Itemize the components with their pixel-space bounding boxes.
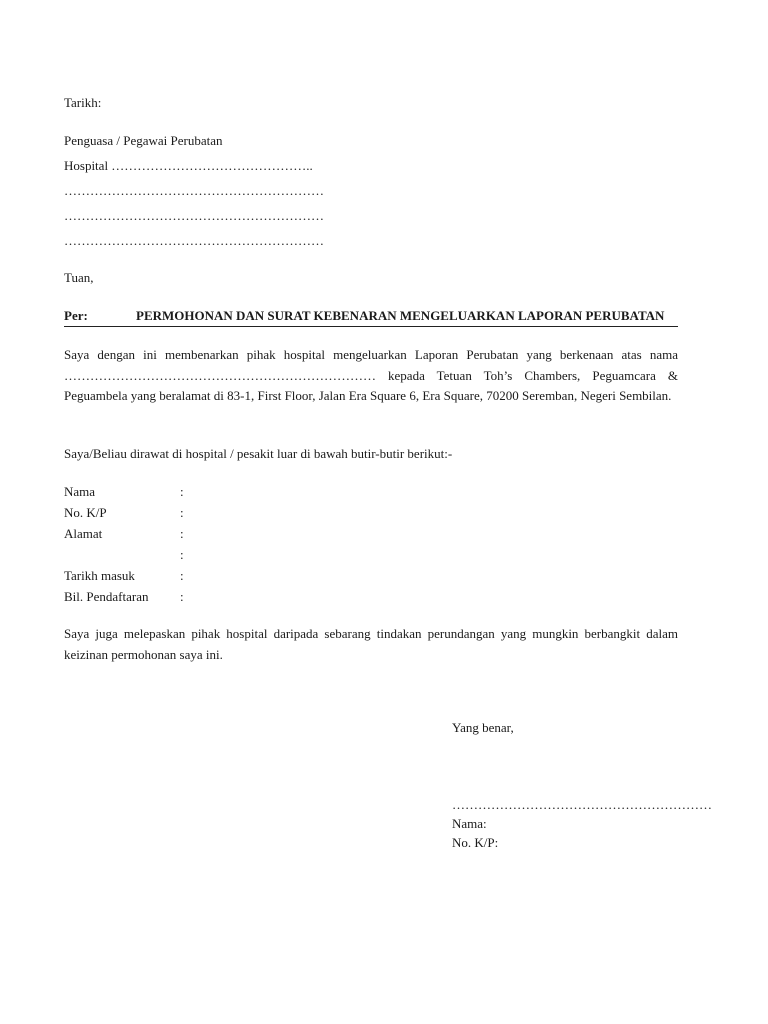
field-row (64, 568, 364, 584)
field-label: Alamat (64, 526, 103, 541)
field-row (64, 484, 364, 500)
field-row (64, 505, 364, 521)
field-row (64, 589, 364, 605)
field-colon: : (180, 568, 184, 583)
field-colon: : (180, 505, 184, 520)
signatory-name-label: Nama: (452, 816, 487, 831)
field-label: No. K/P (64, 505, 107, 520)
recipient-address-line: …………………………………………………… (64, 183, 324, 198)
field-colon: : (180, 547, 184, 562)
subject-prefix: Per: (64, 308, 88, 323)
field-row (64, 526, 364, 542)
details-intro: Saya/Beliau dirawat di hospital / pesakit luar di bawah butir-butir berikut:- (64, 446, 453, 461)
authorization-paragraph: Saya dengan ini membenarkan pihak hospital mengeluarkan Laporan Perubatan yang berkenaan atas nama ……………………………………………………………… kepada Tetuan Toh’s Chambers, Peguamcara & Peguambela yang beralamat di 83-1, First Floor, Jalan Era Square 6, Era Square, 70200 Seremban, Negeri Sembilan. (64, 347, 678, 403)
signatory-ic-label: No. K/P: (452, 835, 499, 850)
recipient-address-line: …………………………………………………… (64, 208, 324, 223)
date-label: Tarikh: (64, 95, 102, 110)
field-label: Bil. Pendaftaran (64, 589, 149, 604)
field-row (64, 547, 364, 563)
recipient-hospital-line: Hospital ……………………………………….. (64, 158, 313, 173)
subject-title: PERMOHONAN DAN SURAT KEBENARAN MENGELUARKAN LAPORAN PERUBATAN (136, 308, 665, 323)
signature-line: …………………………………………………… (452, 797, 712, 812)
recipient-address-line: …………………………………………………… (64, 233, 324, 248)
field-colon: : (180, 484, 184, 499)
recipient-title: Penguasa / Pegawai Perubatan (64, 133, 223, 148)
valediction: Yang benar, (452, 720, 514, 735)
release-paragraph: Saya juga melepaskan pihak hospital daripada sebarang tindakan perundangan yang mungkin berbangkit dalam keizinan permohonan saya ini. (64, 626, 678, 662)
field-colon: : (180, 589, 184, 604)
field-label: Nama (64, 484, 96, 499)
field-colon: : (180, 526, 184, 541)
salutation: Tuan, (64, 270, 94, 285)
field-label: Tarikh masuk (64, 568, 135, 583)
subject-line (64, 308, 678, 327)
